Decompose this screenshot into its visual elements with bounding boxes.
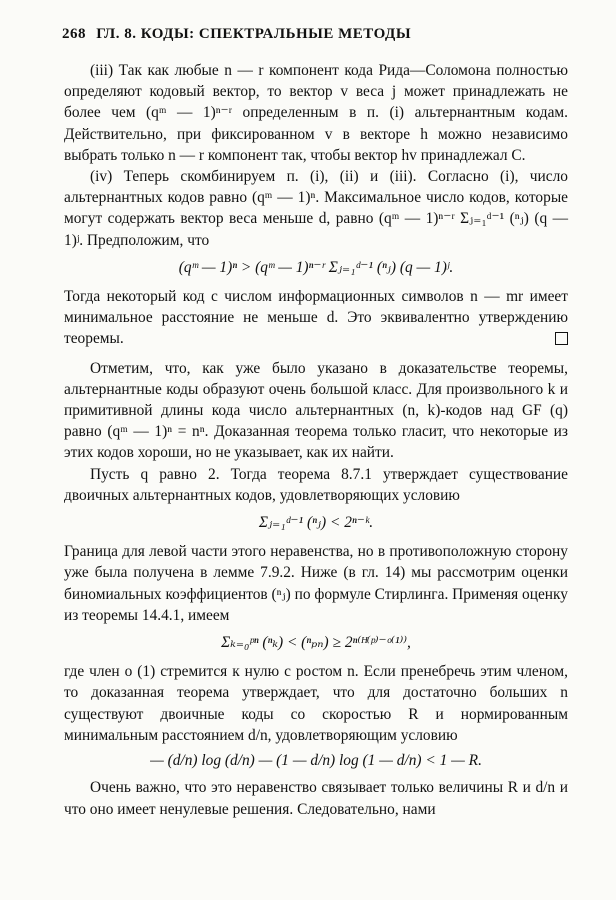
page-number: 268 <box>62 26 86 42</box>
qed-square-icon <box>555 332 568 345</box>
paragraph-binary-case: Пусть q равно 2. Тогда теорема 8.7.1 утверждает существование двоичных альтернантных кодов, удовлетворяющих условию <box>64 465 568 504</box>
body-text <box>64 60 568 820</box>
paragraph-importance: Очень важно, что это неравенство связывает только величины R и d/n и что оно имеет ненулевые решения. Следовательно, нами <box>64 779 568 818</box>
paragraph-asymptotic: где член o (1) стремится к нулю с ростом n. Если пренебречь этим членом, то доказанная теорема утверждает, что для достаточно больших n существуют двоичные коды со скоростью R и нормированным минимальным расстоянием d/n, удовлетворяющим условию <box>64 663 568 744</box>
page-header <box>62 26 582 43</box>
paragraph-conclusion <box>64 286 568 350</box>
paragraph-bound: Граница для левой части этого неравенства, но в противоположную сторону уже была получена в лемме 7.9.2. Ниже (в гл. 14) мы рассмотрим оценки биномиальных коэффициентов (ⁿⱼ) по формуле Стирлинга. Применяя оценку из теоремы 14.4.1, имеем <box>64 543 568 624</box>
running-title: ГЛ. 8. КОДЫ: СПЕКТРАЛЬНЫЕ МЕТОДЫ <box>96 26 412 42</box>
conclusion-text: Тогда некоторый код с числом информационных символов n — mr имеет минимальное расстояние не меньше d. Это эквивалентно утверждению теоремы. <box>64 288 568 348</box>
paragraph-iv: (iv) Теперь скомбинируем п. (i), (ii) и (iii). Согласно (i), число альтернантных кодов равно (qᵐ — 1)ⁿ. Максимальное число кодов, которые могут содержать вектор веса меньше d, равно (qᵐ — 1)ⁿ⁻ʳ Σⱼ₌₁ᵈ⁻¹ (ⁿⱼ) (q — 1)ʲ. Предположим, что <box>64 168 568 249</box>
paragraph-remark: Отметим, что, как уже было указано в доказательстве теоремы, альтернантные коды образуют очень большой класс. Для произвольного k и примитивной длины кода число альтернантных (n, k)-кодов над GF (q) равно (qᵐ — 1)ⁿ = nⁿ. Доказанная теорема только гласит, что некоторые из этих кодов хороши, но не указывает, как их найти. <box>64 359 568 462</box>
formula-inequality-1: (qᵐ — 1)ⁿ > (qᵐ — 1)ⁿ⁻ʳ Σⱼ₌₁ᵈ⁻¹ (ⁿⱼ) (q — 1)ʲ. <box>178 258 454 276</box>
paragraph-iii: (iii) Так как любые n — r компонент кода Рида—Соломона полностью определяют кодовый вектор, то вектор v веса j может принадлежать не более чем (qᵐ — 1)ⁿ⁻ʳ определенным в п. (i) альтернантным кодам. Действительно, при фиксированном v в векторе h можно независимо выбрать только n — r компонент так, чтобы вектор hv принадлежал C. <box>64 62 568 164</box>
formula-binary-condition: Σⱼ₌₁ᵈ⁻¹ (ⁿⱼ) < 2ⁿ⁻ᵏ. <box>258 514 374 532</box>
formula-entropy: — (d/n) log (d/n) — (1 — d/n) log (1 — d/n) < 1 — R. <box>150 752 482 770</box>
formula-stirling: Σₖ₌₀ᵖⁿ (ⁿₖ) < (ⁿₚₙ) ≥ 2ⁿ⁽ᴴ⁽ᵖ⁾⁻ᵒ⁽¹⁾⁾, <box>221 634 411 652</box>
